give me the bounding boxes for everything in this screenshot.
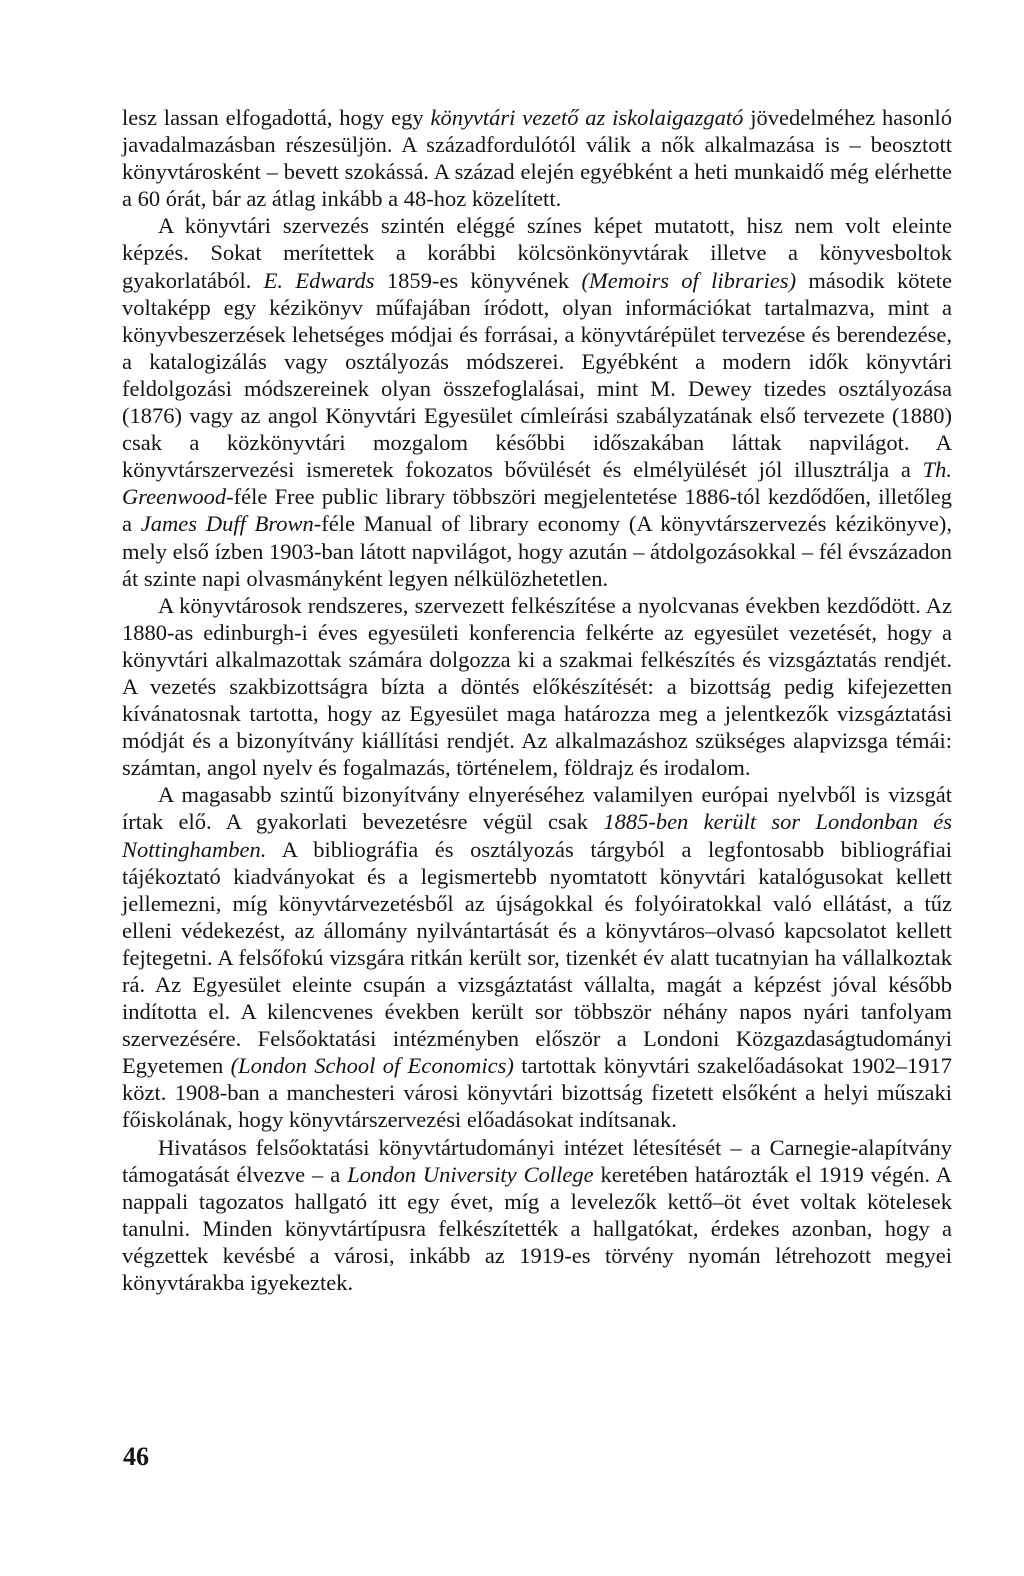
text-segment: -féle Manual of library economy (A könyvtárszervezés kézikönyve), mely első ízben 1903-ban látott napvilágot, hogy azután – átdolgozásokkal – fél évszázadon át szinte napi olvasmányként legyen nélkülözhetetlen. [122, 511, 952, 591]
paragraph-1 [122, 104, 952, 212]
text-segment: második kötete voltaképp egy kézikönyv műfajában íródott, olyan információkat tartalmazva, mint a könyvbeszerzések lehetséges módjai és forrásai, a könyvtárépület tervezése és berendezése, a katalogizálás vagy osztályozás módszerei. Egyébként a modern idők könyvtári feldolgozási módszereinek olyan összefoglalásai, mint M. Dewey tizedes osztályozása (1876) vagy az angol Könyvtári Egyesület címleírási szabályzatának első tervezete (1880) csak a közkönyvtári mozgalom későbbi időszakában láttak napvilágot. A könyvtárszervezési ismeretek fokozatos bővülését és elmélyülését jól illusztrálja a [122, 267, 952, 483]
text-segment: jövedelméhez hasonló javadalmazásban részesüljön. A századfordulótól válik a nők alkalmazása is – beosztott könyvtárosként – bevett szokássá. A század elején egyébként a heti munkaidő még elérhette a 60 órát, bár az átlag inkább a 48-hoz közelített. [122, 105, 952, 212]
paragraph-3 [122, 592, 952, 782]
italic-text-segment: (Memoirs of libraries) [581, 267, 797, 293]
text-segment: A bibliográfia és osztályozás tárgyból a legfontosabb bibliográfiai tájékoztató kiadványokat és a legismertebb nyomtatott könyvtári katalógusokat kellett jellemezni, míg könyvtárvezetésből az újságokkal és folyóiratokkal való ellátást, a tűz elleni védekezést, az állomány nyilvántartását és a könyvtáros–olvasó kapcsolatot kellett fejtegetni. A felsőfokú vizsgára ritkán került sor, tizenkét év alatt tucatnyian ha vállalkoztak rá. Az Egyesület eleinte csupán a vizsgáztatást vállalta, magát a képzést jóval később indította el. A kilencvenes években került sor többször néhány napos nyári tanfolyam szervezésére. Felsőoktatási intézményben először a Londoni Közgazdaságtudományi Egyetemen [122, 836, 952, 1079]
italic-text-segment: James Duff Brown [140, 511, 314, 537]
paragraph-5 [122, 1134, 952, 1297]
text-segment: -féle Free public library többszöri megjelentetése 1886-tól kezdődően, illetőleg a [122, 484, 952, 537]
text-segment: lesz lassan elfogadottá, hogy egy [122, 105, 431, 130]
page-number: 46 [123, 1442, 149, 1471]
italic-text-segment: könyvtári vezető az iskolaigazgató [430, 105, 744, 130]
text-segment: tartottak könyvtári szakelőadásokat 1902–1917 közt. 1908-ban a manchesteri városi könyvtári bizottság fizetett elsőként a helyi műszaki főiskolának, hogy könyvtárszervezési előadásokat indítsanak. [122, 1053, 952, 1133]
italic-text-segment: E. Edwards [263, 267, 375, 293]
text-segment: keretében határozták el 1919 végén. A nappali tagozatos hallgató itt egy évet, míg a levelezők kettő–öt évet voltak kötelesek tanulni. Minden könyvtártípusra felkészítették a hallgatókat, érdekes azonban, hogy a végzettek kevésbé a városi, inkább az 1919-es törvény nyomán létrehozott megyei könyvtárakba igyekeztek. [122, 1161, 952, 1296]
italic-text-segment: (London School of Economics) [230, 1053, 514, 1079]
italic-text-segment: London University College [347, 1161, 594, 1187]
text-segment: A könyvtári szervezés szintén eléggé színes képet mutatott, hisz nem volt eleinte képzés. Sokat merítettek a korábbi kölcsönkönyvtárak illetve a könyvesboltok gyakorlatából. [122, 213, 952, 293]
paragraph-4 [122, 781, 952, 1133]
paragraph-2 [122, 212, 952, 591]
document-body [122, 104, 952, 1296]
italic-text-segment: Th. Greenwood [122, 457, 952, 510]
text-segment: Hivatásos felsőoktatási könyvtártudományi intézet létesítését – a Carnegie-alapítvány támogatását élvezve – a [122, 1134, 952, 1187]
text-segment: 1859-es könyvének [374, 267, 582, 293]
text-segment: A magasabb szintű bizonyítvány elnyeréséhez valamilyen európai nyelvből is vizsgát írtak elő. A gyakorlati bevezetésre végül csak [122, 782, 952, 835]
italic-text-segment: 1885-ben került sor Londonban és Nottinghamben. [122, 809, 953, 862]
text-segment: A könyvtárosok rendszeres, szervezett felkészítése a nyolcvanas években kezdődött. Az 1880-as edinburgh-i éves egyesületi konferencia felkérte az egyesület vezetését, hogy a könyvtári alkalmazottak számára dolgozza ki a szakmai felkészítés és vizsgáztatás rendjét. A vezetés szakbizottságra bízta a döntés előkészítését: a bizottság pedig kifejezetten kívánatosnak tartotta, hogy az Egyesület maga határozza meg a jelentkezők vizsgáztatási módját és a bizonyítvány kiállítási rendjét. Az alkalmazáshoz szükséges alapvizsga témái: számtan, angol nyelv és fogalmazás, történelem, földrajz és irodalom. [122, 592, 952, 781]
